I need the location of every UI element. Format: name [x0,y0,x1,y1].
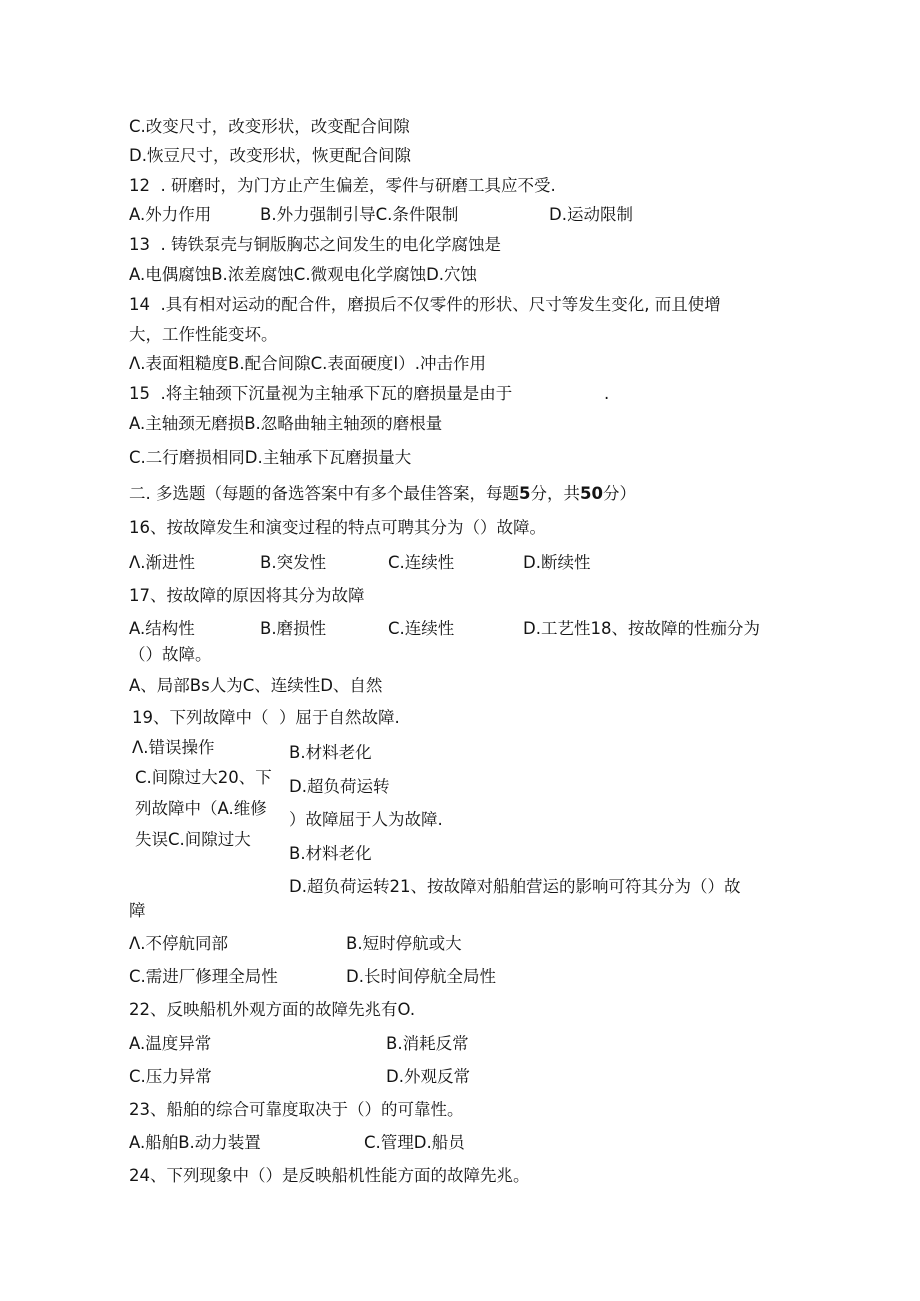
option-cd: C.管理D.船员 [364,1133,465,1152]
question-15-end: . [604,384,610,403]
question-22: 22、反映船机外观方面的故障先兆有O. [129,1000,416,1019]
option-d: D.运动限制 [549,205,633,224]
option-b: B.磨损性 [260,619,327,638]
option-c: C.间隙过大20、下 [135,768,272,787]
option-line: A.主轴颈无磨损B.忽略曲轴主轴颈的磨根量 [129,414,443,433]
question-19: 19、下列故障中（ ）屈于自然故障. [132,708,400,727]
option-line: A、局部Bs人为C、连续性D、自然 [129,676,383,695]
option-d: D.超负荷运转 [289,777,390,796]
question-20: 列故障中（A.维修 [135,799,267,818]
question-24: 24、下列现象中（）是反映船机性能方面的故障先兆。 [129,1166,530,1185]
question-23: 23、船舶的综合可靠度取决于（）的可靠性。 [129,1100,464,1119]
option-line: D.恢豆尺寸，改变形状，恢更配合间隙 [129,146,411,165]
option-a: Λ.渐进性 [129,553,196,572]
option-line: Λ.表面粗糙度B.配合间隙C.表面硬度I）.冲击作用 [129,354,486,373]
question-21-cont: 障 [129,901,146,920]
option-a: A.结构性 [129,619,195,638]
option-c: C.连续性 [388,619,455,638]
option-b: B.材料老化 [289,844,372,863]
question-14-cont: 大，工作性能变坏。 [129,325,278,344]
question-17: 17、按故障的原因将其分为故障 [129,586,365,605]
question-20-cont: ）故障屈于人为故障. [289,810,443,829]
option-a: A.温度异常 [129,1034,212,1053]
option-c: C.连续性 [388,553,455,572]
option-c: 失误C.间隙过大 [135,830,251,849]
option-b: B.突发性 [260,553,327,572]
question-18-cont: （）故障。 [129,645,212,664]
option-c: C.压力异常 [129,1067,212,1086]
question-12: 12 . 研磨时，为门方止产生偏差，零件与研磨工具应不受. [129,176,556,195]
option-a: A.外力作用 [129,205,212,224]
option-line: A.电偶腐蚀B.浓差腐蚀C.微观电化学腐蚀D.穴蚀 [129,265,478,284]
option-b: B.短时停航或大 [346,934,462,953]
question-21: D.超负荷运转21、按故障对船舶营运的影响可符其分为（）故 [289,877,741,896]
option-d: D.工艺性18、按故障的性痂分为 [523,619,760,638]
option-ab: A.船舶B.动力装置 [129,1133,261,1152]
option-a: Λ.不停航同部 [129,934,229,953]
option-d: D.断续性 [523,553,591,572]
section-heading: 二. 多选题（每题的备选答案中有多个最佳答案，每题5分，共50分） [129,484,636,503]
question-16: 16、按故障发生和演变过程的特点可聘其分为（）故障。 [129,518,546,537]
option-bc: B.外力强制引导C.条件限制 [260,205,459,224]
option-a: Λ.错误操作 [132,738,215,757]
option-b: B.消耗反常 [386,1034,469,1053]
option-d: D.外观反常 [386,1067,470,1086]
option-d: D.长时间停航全局性 [346,967,496,986]
option-line: C.改变尺寸，改变形状，改变配合间隙 [129,117,410,136]
question-15: 15 .将主轴颈下沉量视为主轴承下瓦的磨损量是由于 [129,384,513,403]
option-b: B.材料老化 [289,743,372,762]
option-line: C.二行磨损相同D.主轴承下瓦磨损量大 [129,448,412,467]
option-c: C.需进厂修理全局性 [129,967,278,986]
question-13: 13 . 铸铁泵壳与铜版胸芯之间发生的电化学腐蚀是 [129,235,501,254]
question-14: 14 .具有相对运动的配合件，磨损后不仅零件的形状、尺寸等发生变化, 而且使增 [129,295,721,314]
